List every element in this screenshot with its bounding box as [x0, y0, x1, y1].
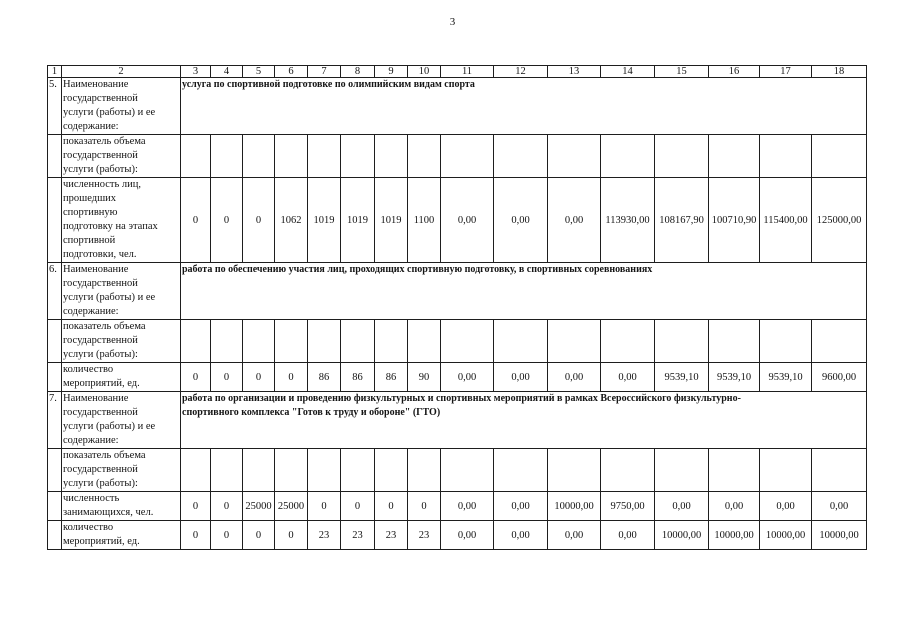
column-number: 6 [275, 66, 308, 78]
value-cell: 0,00 [601, 363, 655, 392]
column-number: 18 [812, 66, 867, 78]
value-cell: 0 [308, 492, 341, 521]
value-cell: 0,00 [548, 178, 601, 263]
service-title-line: спортивного комплекса "Готов к труду и обороне" (ГТО) [182, 407, 441, 418]
empty-cell [709, 449, 760, 492]
row-label-line: подготовку на этапах [63, 221, 158, 232]
value-cell: 0 [181, 363, 211, 392]
value-cell: 0,00 [441, 178, 494, 263]
column-number: 5 [243, 66, 275, 78]
value-cell: 0,00 [548, 363, 601, 392]
value-cell: 1019 [341, 178, 375, 263]
section-name-line: услуги (работы) и ее [63, 292, 156, 303]
column-number: 7 [308, 66, 341, 78]
row-label-line: спортивной [63, 235, 116, 246]
section-name-row [48, 392, 867, 449]
empty-cell [48, 363, 62, 392]
indicator-row [48, 449, 867, 492]
row-label-line: занимающихся, чел. [63, 507, 154, 518]
empty-cell [408, 320, 441, 363]
empty-cell [494, 449, 548, 492]
column-number: 3 [181, 66, 211, 78]
row-label-line: прошедших [63, 193, 117, 204]
empty-cell [275, 135, 308, 178]
empty-cell [441, 449, 494, 492]
empty-cell [211, 135, 243, 178]
empty-cell [243, 135, 275, 178]
value-cell: 23 [375, 521, 408, 550]
column-number: 4 [211, 66, 243, 78]
empty-cell [48, 135, 62, 178]
column-number: 15 [655, 66, 709, 78]
value-cell: 9539,10 [760, 363, 812, 392]
value-cell: 0 [181, 492, 211, 521]
value-cell: 23 [341, 521, 375, 550]
section-name-line: содержание: [63, 306, 119, 317]
value-cell: 0,00 [494, 492, 548, 521]
row-label-line: подготовки, чел. [63, 249, 137, 260]
page-number: 3 [449, 16, 456, 28]
indicator-label-line: показатель объема [63, 321, 146, 332]
value-cell: 9600,00 [812, 363, 867, 392]
value-cell: 100710,90 [709, 178, 760, 263]
section-name-row [48, 263, 867, 320]
value-cell: 0,00 [494, 363, 548, 392]
section-name-label [62, 78, 181, 135]
section-name-line: услуги (работы) и ее [63, 421, 156, 432]
column-number: 12 [494, 66, 548, 78]
indicators-table [47, 65, 867, 550]
row-label [62, 178, 181, 263]
row-label-line: количество [63, 522, 114, 533]
column-number: 2 [62, 66, 181, 78]
empty-cell [655, 449, 709, 492]
value-cell: 0 [181, 521, 211, 550]
section-name-line: содержание: [63, 435, 119, 446]
section-name-line: содержание: [63, 121, 119, 132]
value-cell: 0,00 [760, 492, 812, 521]
empty-cell [760, 135, 812, 178]
column-number: 9 [375, 66, 408, 78]
value-cell: 10000,00 [760, 521, 812, 550]
value-cell: 9750,00 [601, 492, 655, 521]
value-cell: 0 [341, 492, 375, 521]
empty-cell [601, 320, 655, 363]
indicator-label-line: услуги (работы): [63, 164, 138, 175]
value-cell: 10000,00 [655, 521, 709, 550]
service-title-line: услуга по спортивной подготовке по олимпийским видам спорта [182, 79, 475, 90]
empty-cell [48, 492, 62, 521]
value-cell: 86 [375, 363, 408, 392]
empty-cell [275, 449, 308, 492]
empty-cell [709, 320, 760, 363]
row-label-line: мероприятий, ед. [63, 378, 140, 389]
indicator-row [48, 320, 867, 363]
value-cell: 1019 [375, 178, 408, 263]
value-cell: 23 [308, 521, 341, 550]
value-cell: 90 [408, 363, 441, 392]
section-name-line: государственной [63, 93, 138, 104]
empty-cell [181, 135, 211, 178]
indicator-label [62, 320, 181, 363]
service-title [181, 78, 867, 135]
empty-cell [601, 135, 655, 178]
value-cell: 0,00 [709, 492, 760, 521]
value-cell: 115400,00 [760, 178, 812, 263]
data-row [48, 492, 867, 521]
empty-cell [655, 135, 709, 178]
value-cell: 10000,00 [548, 492, 601, 521]
indicator-label [62, 449, 181, 492]
value-cell: 0,00 [812, 492, 867, 521]
empty-cell [341, 449, 375, 492]
empty-cell [408, 135, 441, 178]
empty-cell [548, 449, 601, 492]
column-number: 11 [441, 66, 494, 78]
value-cell: 10000,00 [812, 521, 867, 550]
section-number: 5. [48, 78, 62, 135]
empty-cell [441, 135, 494, 178]
empty-cell [48, 449, 62, 492]
value-cell: 0,00 [441, 492, 494, 521]
value-cell: 0 [211, 363, 243, 392]
value-cell: 113930,00 [601, 178, 655, 263]
column-number: 13 [548, 66, 601, 78]
empty-cell [243, 449, 275, 492]
empty-cell [181, 449, 211, 492]
row-label-line: численность лиц, [63, 179, 141, 190]
value-cell: 0 [375, 492, 408, 521]
indicator-label-line: государственной [63, 464, 138, 475]
value-cell: 86 [308, 363, 341, 392]
empty-cell [812, 135, 867, 178]
value-cell: 0,00 [441, 363, 494, 392]
section-name-label [62, 392, 181, 449]
empty-cell [494, 135, 548, 178]
value-cell: 25000 [275, 492, 308, 521]
value-cell: 9539,10 [655, 363, 709, 392]
value-cell: 1062 [275, 178, 308, 263]
section-name-line: Наименование [63, 393, 129, 404]
empty-cell [48, 178, 62, 263]
value-cell: 0,00 [655, 492, 709, 521]
empty-cell [308, 449, 341, 492]
empty-cell [548, 320, 601, 363]
section-name-line: Наименование [63, 79, 129, 90]
row-label-line: численность [63, 493, 120, 504]
empty-cell [341, 135, 375, 178]
value-cell: 25000 [243, 492, 275, 521]
value-cell: 0 [408, 492, 441, 521]
indicator-label-line: показатель объема [63, 136, 146, 147]
section-name-line: государственной [63, 407, 138, 418]
row-label-line: мероприятий, ед. [63, 536, 140, 547]
value-cell: 0 [211, 178, 243, 263]
value-cell: 0 [243, 521, 275, 550]
value-cell: 0 [275, 521, 308, 550]
column-number: 8 [341, 66, 375, 78]
empty-cell [709, 135, 760, 178]
column-number: 10 [408, 66, 441, 78]
indicator-label-line: услуги (работы): [63, 349, 138, 360]
empty-cell [441, 320, 494, 363]
section-name-label [62, 263, 181, 320]
value-cell: 0,00 [494, 521, 548, 550]
value-cell: 0,00 [548, 521, 601, 550]
indicator-row [48, 135, 867, 178]
empty-cell [275, 320, 308, 363]
value-cell: 0,00 [601, 521, 655, 550]
section-name-line: Наименование [63, 264, 129, 275]
section-number: 7. [48, 392, 62, 449]
empty-cell [760, 449, 812, 492]
service-title-line: работа по обеспечению участия лиц, проходящих спортивную подготовку, в спортивных соревнованиях [182, 264, 653, 275]
value-cell: 10000,00 [709, 521, 760, 550]
empty-cell [548, 135, 601, 178]
section-name-line: государственной [63, 278, 138, 289]
empty-cell [308, 135, 341, 178]
value-cell: 23 [408, 521, 441, 550]
empty-cell [211, 449, 243, 492]
column-number: 1 [48, 66, 62, 78]
empty-cell [243, 320, 275, 363]
empty-cell [181, 320, 211, 363]
column-number: 17 [760, 66, 812, 78]
row-label-line: спортивную [63, 207, 118, 218]
empty-cell [760, 320, 812, 363]
table-body [48, 66, 867, 550]
row-label-line: количество [63, 364, 114, 375]
service-title [181, 263, 867, 320]
value-cell: 0 [243, 178, 275, 263]
empty-cell [812, 449, 867, 492]
empty-cell [812, 320, 867, 363]
empty-cell [341, 320, 375, 363]
empty-cell [494, 320, 548, 363]
value-cell: 125000,00 [812, 178, 867, 263]
row-label [62, 363, 181, 392]
empty-cell [211, 320, 243, 363]
row-label [62, 521, 181, 550]
data-row [48, 521, 867, 550]
value-cell: 0,00 [494, 178, 548, 263]
empty-cell [655, 320, 709, 363]
section-number: 6. [48, 263, 62, 320]
data-row [48, 363, 867, 392]
empty-cell [308, 320, 341, 363]
value-cell: 0 [275, 363, 308, 392]
value-cell: 0 [181, 178, 211, 263]
value-cell: 9539,10 [709, 363, 760, 392]
section-name-row [48, 78, 867, 135]
value-cell: 86 [341, 363, 375, 392]
indicator-label-line: государственной [63, 150, 138, 161]
indicator-label-line: государственной [63, 335, 138, 346]
indicator-label [62, 135, 181, 178]
empty-cell [48, 521, 62, 550]
empty-cell [375, 135, 408, 178]
value-cell: 1100 [408, 178, 441, 263]
service-title [181, 392, 867, 449]
empty-cell [48, 320, 62, 363]
empty-cell [375, 449, 408, 492]
empty-cell [601, 449, 655, 492]
empty-cell [375, 320, 408, 363]
value-cell: 0 [211, 492, 243, 521]
value-cell: 0 [211, 521, 243, 550]
row-label [62, 492, 181, 521]
column-number: 14 [601, 66, 655, 78]
value-cell: 1019 [308, 178, 341, 263]
indicator-label-line: услуги (работы): [63, 478, 138, 489]
value-cell: 108167,90 [655, 178, 709, 263]
header-row [48, 66, 867, 78]
value-cell: 0,00 [441, 521, 494, 550]
value-cell: 0 [243, 363, 275, 392]
indicator-label-line: показатель объема [63, 450, 146, 461]
data-row [48, 178, 867, 263]
service-title-line: работа по организации и проведению физкультурных и спортивных мероприятий в рамках Всероссийского физкультурно- [182, 393, 741, 404]
section-name-line: услуги (работы) и ее [63, 107, 156, 118]
column-number: 16 [709, 66, 760, 78]
empty-cell [408, 449, 441, 492]
